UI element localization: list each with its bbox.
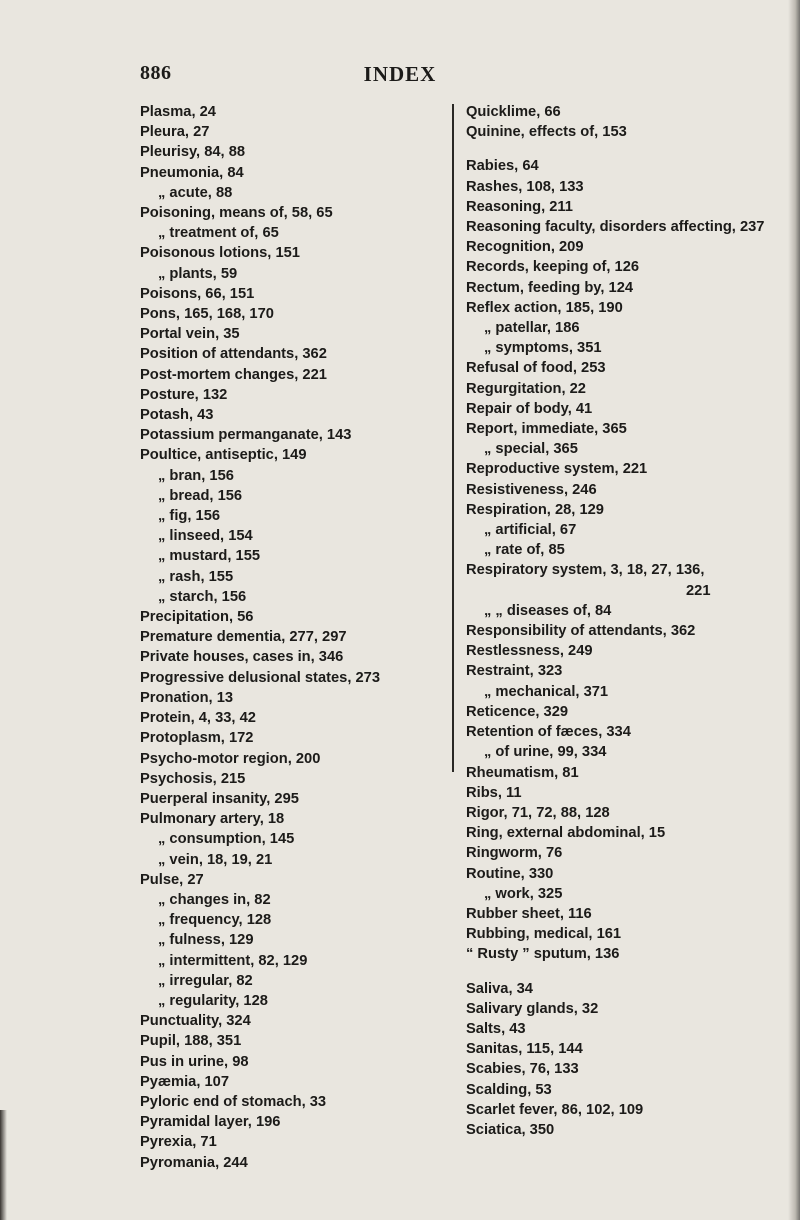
- index-column-right: [466, 102, 796, 1140]
- index-entry: Poisons, 66, 151: [140, 285, 255, 302]
- index-entry: „ plants, 59: [158, 265, 238, 282]
- index-entry: Salivary glands, 32: [466, 1000, 599, 1017]
- index-entry: Respiration, 28, 129: [466, 501, 604, 518]
- index-entry: Reproductive system, 221: [466, 461, 648, 478]
- index-entry: „ fig, 156: [158, 508, 221, 525]
- index-entry: „ vein, 18, 19, 21: [158, 851, 273, 868]
- index-entry: Private houses, cases in, 346: [140, 649, 344, 666]
- index-entry: „ symptoms, 351: [484, 340, 602, 357]
- index-entry: „ work, 325: [484, 885, 563, 902]
- index-entry: „ of urine, 99, 334: [484, 744, 607, 761]
- index-entry: „ linseed, 154: [158, 528, 253, 545]
- index-entry: Poultice, antiseptic, 149: [140, 447, 307, 464]
- index-entry: Pupil, 188, 351: [140, 1033, 242, 1050]
- index-entry: Regurgitation, 22: [466, 380, 586, 397]
- index-entry: „ consumption, 145: [158, 831, 295, 848]
- index-entry: Pronation, 13: [140, 689, 234, 706]
- index-entry: Quicklime, 66: [466, 104, 561, 120]
- index-entry: „ patellar, 186: [484, 320, 580, 337]
- index-entry: Responsibility of attendants, 362: [466, 623, 696, 640]
- index-entry: Rubber sheet, 116: [466, 905, 592, 922]
- index-entry: Resistiveness, 246: [466, 481, 597, 498]
- index-entry: „ mechanical, 371: [484, 683, 609, 700]
- index-entry: Protein, 4, 33, 42: [140, 710, 256, 727]
- index-entry: Pyloric end of stomach, 33: [140, 1093, 327, 1110]
- index-entry: Rabies, 64: [466, 158, 539, 175]
- index-entry: „ starch, 156: [158, 588, 247, 605]
- index-entry: Refusal of food, 253: [466, 360, 606, 377]
- index-entry: Recognition, 209: [466, 239, 584, 256]
- index-entry: Reflex action, 185, 190: [466, 299, 623, 316]
- index-entry: „ treatment of, 65: [158, 225, 279, 242]
- section-gap: [466, 142, 796, 156]
- index-entry: Pons, 165, 168, 170: [140, 306, 274, 323]
- index-entry: Reticence, 329: [466, 703, 569, 720]
- index-entry: Progressive delusional states, 273: [140, 669, 381, 686]
- index-entry: „ mustard, 155: [158, 548, 261, 565]
- index-entry: Plasma, 24: [140, 104, 216, 120]
- running-title: INDEX: [363, 62, 437, 86]
- index-entry: Repair of body, 41: [466, 400, 593, 417]
- index-entry: Scabies, 76, 133: [466, 1061, 579, 1078]
- index-entry: Portal vein, 35: [140, 326, 240, 343]
- index-entry: Rheumatism, 81: [466, 764, 579, 781]
- index-entry: „ acute, 88: [158, 184, 233, 201]
- index-entry: Rigor, 71, 72, 88, 128: [466, 804, 610, 821]
- index-entry: Protoplasm, 172: [140, 730, 254, 747]
- index-entry: Restraint, 323: [466, 663, 563, 680]
- index-entry: Scalding, 53: [466, 1081, 552, 1098]
- index-entry: „ changes in, 82: [158, 891, 271, 908]
- index-entry: „ rash, 155: [158, 568, 234, 585]
- index-entry: Position of attendants, 362: [140, 346, 327, 363]
- index-entry: Ring, external abdominal, 15: [466, 825, 666, 842]
- index-entry: Ringworm, 76: [466, 845, 563, 862]
- index-entry: Poisoning, means of, 58, 65: [140, 205, 333, 222]
- page-number: 886: [140, 62, 172, 84]
- index-entry: Pus in urine, 98: [140, 1053, 249, 1070]
- index-entry: Puerperal insanity, 295: [140, 790, 299, 807]
- column-divider: [452, 104, 454, 772]
- index-entry: Reasoning, 211: [466, 198, 573, 215]
- index-entry: Pyæmia, 107: [140, 1073, 229, 1090]
- index-entry: „ irregular, 82: [158, 972, 253, 989]
- index-column-left: [140, 102, 445, 1173]
- index-entry: Posture, 132: [140, 386, 228, 403]
- page-edge-shadow-left: [0, 1110, 7, 1220]
- index-entry: Poisonous lotions, 151: [140, 245, 300, 262]
- index-entry: Psycho-motor region, 200: [140, 750, 321, 767]
- index-entry: Rashes, 108, 133: [466, 178, 584, 195]
- index-entry: „ special, 365: [484, 441, 578, 458]
- index-entry: „ artificial, 67: [484, 522, 577, 539]
- index-entry: Scarlet fever, 86, 102, 109: [466, 1101, 644, 1118]
- index-entry: „ fulness, 129: [158, 932, 254, 949]
- index-entry: “ Rusty ” sputum, 136: [466, 946, 620, 963]
- index-entry: Potash, 43: [140, 407, 214, 424]
- index-entry: Pneumonia, 84: [140, 164, 244, 181]
- index-entry: Pulse, 27: [140, 871, 204, 888]
- page-header: [0, 48, 800, 88]
- index-entry: „ „ diseases of, 84: [484, 602, 612, 619]
- index-entry: Saliva, 34: [466, 980, 533, 997]
- index-entry: Retention of fæces, 334: [466, 724, 631, 741]
- index-entry: Pyramidal layer, 196: [140, 1114, 281, 1131]
- index-entry: Routine, 330: [466, 865, 554, 882]
- index-entry: Pulmonary artery, 18: [140, 811, 285, 828]
- index-entry: Psychosis, 215: [140, 770, 246, 787]
- index-entry: „ frequency, 128: [158, 912, 272, 929]
- index-entry: Pleurisy, 84, 88: [140, 144, 246, 161]
- index-entry: Records, keeping of, 126: [466, 259, 640, 276]
- index-entry: Ribs, 11: [466, 784, 522, 801]
- index-entry: Precipitation, 56: [140, 609, 254, 626]
- index-entry: Potassium permanganate, 143: [140, 427, 352, 444]
- index-entry: Reasoning faculty, disorders affecting, 237: [466, 219, 765, 236]
- index-entry: „ intermittent, 82, 129: [158, 952, 308, 969]
- index-entry: Post-mortem changes, 221: [140, 366, 327, 383]
- index-entry: Sciatica, 350: [466, 1121, 555, 1138]
- index-entry: Quinine, effects of, 153: [466, 124, 627, 141]
- index-entry: „ bran, 156: [158, 467, 234, 484]
- section-gap: [466, 965, 796, 979]
- index-entry: Rubbing, medical, 161: [466, 926, 622, 943]
- index-entry: „ bread, 156: [158, 487, 243, 504]
- index-entry: Sanitas, 115, 144: [466, 1041, 583, 1058]
- index-entry: Pyrexia, 71: [140, 1134, 217, 1151]
- index-entry: Premature dementia, 277, 297: [140, 629, 347, 646]
- index-entry: Punctuality, 324: [140, 1013, 251, 1030]
- index-entry: „ regularity, 128: [158, 992, 268, 1009]
- index-entry: Rectum, feeding by, 124: [466, 279, 634, 296]
- index-entry: Restlessness, 249: [466, 643, 593, 660]
- index-entry: Report, immediate, 365: [466, 421, 627, 438]
- index-entry: Salts, 43: [466, 1020, 526, 1037]
- index-entry: „ rate of, 85: [484, 542, 565, 559]
- index-entry: 221: [686, 582, 711, 599]
- index-entry: Pyromania, 244: [140, 1154, 248, 1171]
- index-entry: Pleura, 27: [140, 124, 210, 141]
- index-entry: Respiratory system, 3, 18, 27, 136,: [466, 562, 705, 579]
